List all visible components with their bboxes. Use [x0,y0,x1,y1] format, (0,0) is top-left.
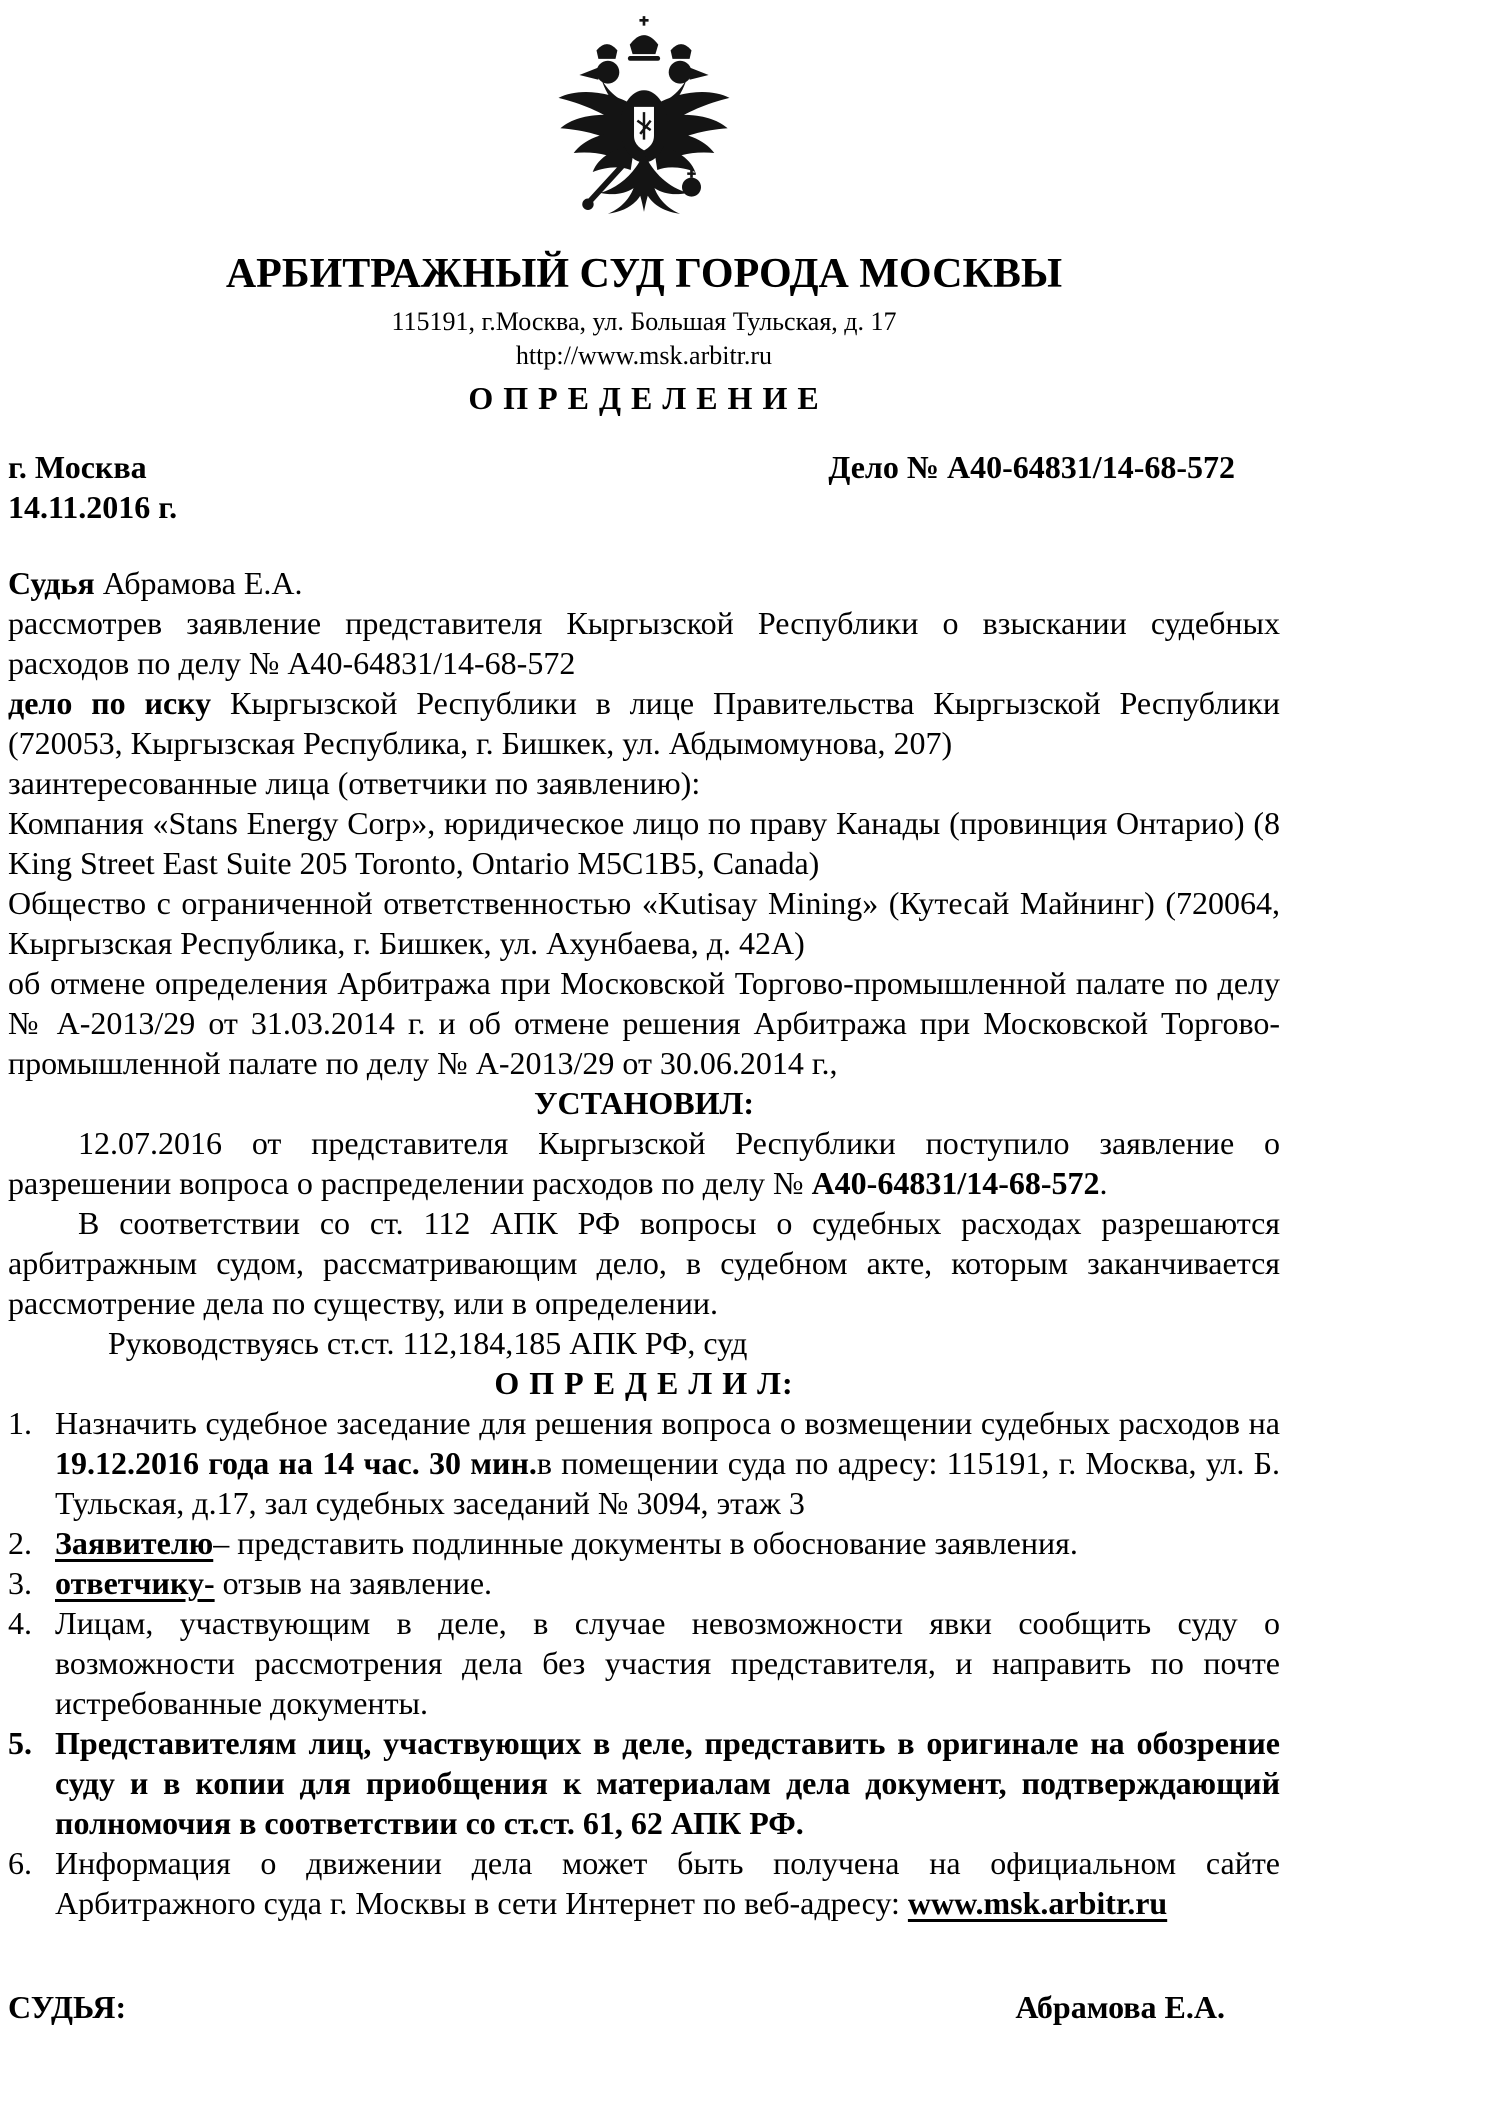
text-segment: об отмене определения Арбитража при Московской Торгово-промышленной палате по делу № А-2013/29 от 31.03.2014 г. и об отмене решения Арбитража при Московской Торгово-промышленной палате по делу № А-2013/29 от 30.06.2014 г., [8,965,1280,1081]
place-line: г. Москва [8,449,147,485]
established-para-2 [8,1203,1280,1323]
ruling-item-4 [8,1603,1280,1723]
judge-line [8,563,1280,603]
list-item-text [55,1403,1280,1523]
text-segment: отзыв на заявление. [214,1565,493,1601]
respondent-2 [8,883,1280,963]
interested-parties-line [8,763,1280,803]
guided-by-line [8,1323,1280,1363]
text-segment: Судья [8,565,95,601]
case-number: Дело № А40-64831/14-68-572 [828,449,1235,485]
list-item-text [55,1523,1280,1563]
court-website: http://www.msk.arbitr.ru [515,341,773,370]
text-segment: Руководствуясь ст.ст. 112,184,185 АПК РФ, суд [108,1325,748,1361]
list-item-number: 2. [8,1525,32,1561]
case-meta [8,447,1280,527]
text-segment: 12.07.2016 от представителя Кыргызской Республики поступило заявление о разрешении вопроса о распределении расходов по делу № [8,1125,1280,1201]
court-name: АРБИТРАЖНЫЙ СУД ГОРОДА МОСКВЫ [225,251,1063,297]
signature-block [8,1987,1280,2027]
list-item-number: 1. [8,1405,32,1441]
text-segment: ответчику- [55,1565,215,1601]
text-segment: – представить подлинные документы в обоснование заявления. [213,1525,1078,1561]
list-item-text [55,1563,1280,1603]
ruling-item-6 [8,1843,1280,1923]
considered-line [8,603,1280,683]
text-segment: Кыргызской Республики в лице Правительства Кыргызской Республики (720053, Кыргызская Республика, г. Бишкек, ул. Абдымомунова, 207) [8,685,1281,761]
text-segment: О П Р Е Д Е Л И Л: [494,1365,794,1401]
list-item-number: 5. [8,1725,32,1761]
ruling-item-3 [8,1563,1280,1603]
judge-label: СУДЬЯ: [8,1989,127,2025]
text-segment: Представителям лиц, участвующих в деле, представить в оригинале на обозрение суду и в копии для приобщения к материалам дела документ, подтверждающий полномочия в соответствии со ст.ст. 61, 62 АПК РФ. [55,1725,1280,1841]
text-segment: рассмотрев заявление представителя Кыргызской Республики о взыскании судебных расходов по делу № А40-64831/14-68-572 [8,605,1280,681]
text-segment: УСТАНОВИЛ: [534,1085,754,1121]
ruled-heading [8,1363,1280,1403]
date-line: 14.11.2016 г. [8,489,178,525]
text-segment: Компания «Stans Energy Corp», юридическое лицо по праву Канады (провинция Онтарио) (8 King Street East Suite 205 Toronto, Ontario M5C1B5, Canada) [8,805,1280,881]
list-item-number: 6. [8,1845,32,1881]
text-segment: 19.12.2016 года на 14 час. 30 мин. [55,1445,537,1481]
text-segment: в помещении суда по адресу: 115191, г. Москва, ул. Б. Тульская, д.17, зал судебных заседаний № 3094, этаж 3 [55,1445,1281,1521]
list-item-text [55,1603,1280,1723]
text-segment: Лицам, участвующим в деле, в случае невозможности явки сообщить суду о возможности рассмотрения дела без участия представителя, и направить по почте истребованные документы. [55,1605,1280,1721]
claim-line [8,683,1280,763]
list-item-number: 3. [8,1565,32,1601]
russian-coat-of-arms-icon [549,14,739,214]
ruling-item-1 [8,1403,1280,1523]
text-segment: Информация о движении дела может быть получена на официальном сайте Арбитражного суда г. Москвы в сети Интернет по веб-адресу: [55,1845,1280,1921]
ruling-item-5 [8,1723,1280,1843]
text-segment: Назначить судебное заседание для решения вопроса о возмещении судебных расходов на [55,1405,1280,1441]
list-item-text [55,1843,1280,1923]
text-segment: В соответствии со ст. 112 АПК РФ вопросы о судебных расходах разрешаются арбитражным судом, рассматривающим дело, в судебном акте, которым заканчивается рассмотрение дела по существу, или в определении. [8,1205,1280,1321]
respondent-1 [8,803,1280,883]
text-segment: Общество с ограниченной ответственностью «Kutisay Mining» (Кутесай Майнинг) (720064, Кыргызская Республика, г. Бишкек, ул. Ахунбаева, д. 42А) [8,885,1280,961]
document-header [8,14,1280,419]
text-segment: А40-64831/14-68-572 [811,1165,1100,1201]
court-address: 115191, г.Москва, ул. Большая Тульская, д. 17 [391,307,897,336]
established-para-1 [8,1123,1280,1203]
text-segment: Заявителю [55,1525,214,1561]
document-type-title: О П Р Е Д Е Л Е Н И Е [468,380,820,416]
ruling-item-2 [8,1523,1280,1563]
website-link[interactable]: www.msk.arbitr.ru [907,1885,1168,1921]
list-item-text [55,1723,1280,1843]
text-segment: дело по иску [8,685,212,721]
established-heading [8,1083,1280,1123]
document-body [8,563,1280,1923]
subject-line [8,963,1280,1083]
text-segment: . [1099,1165,1108,1201]
text-segment: заинтересованные лица (ответчики по заявлению): [8,765,701,801]
text-segment: Абрамова Е.А. [94,565,303,601]
judge-name: Абрамова Е.А. [1015,1989,1225,2025]
list-item-number: 4. [8,1605,32,1641]
